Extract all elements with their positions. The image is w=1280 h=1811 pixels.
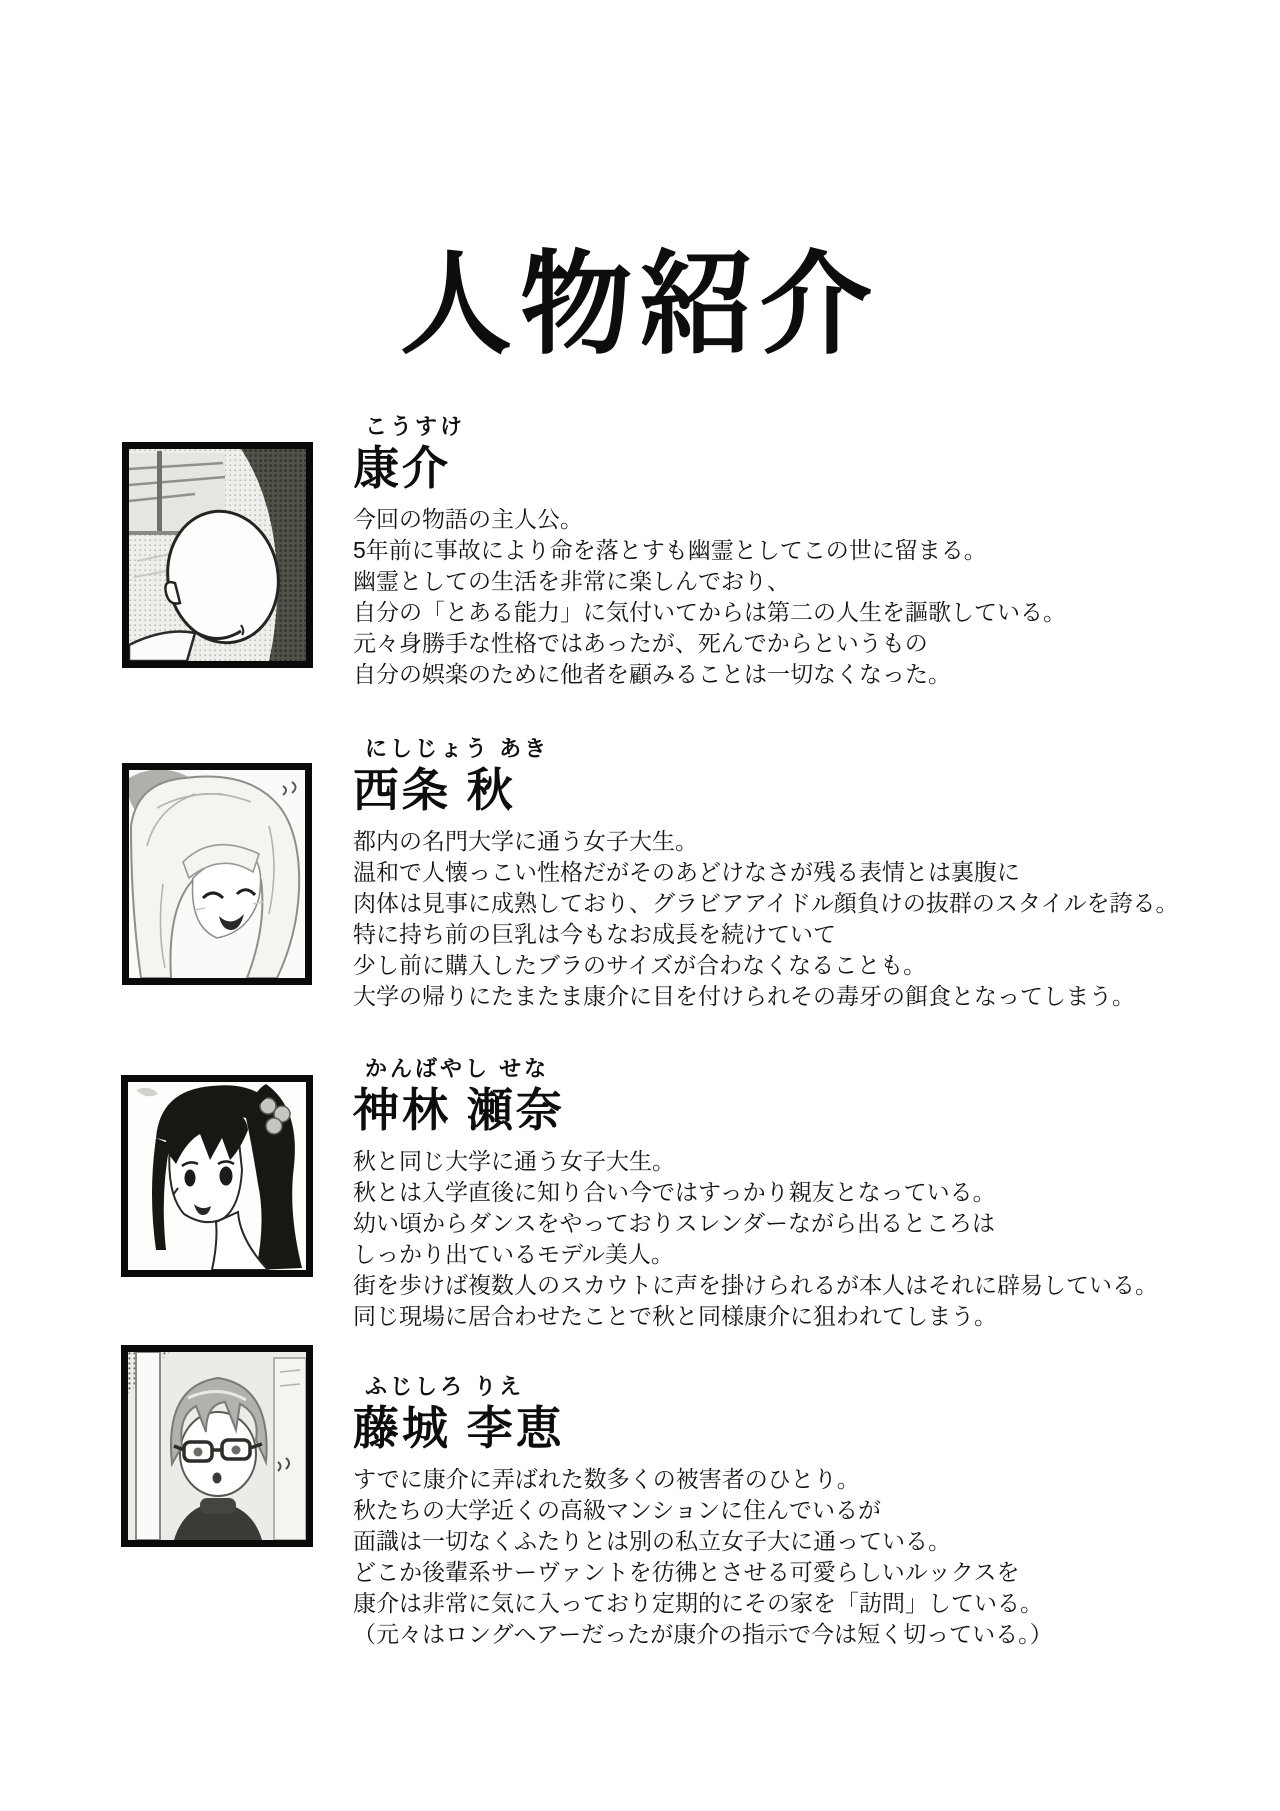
description-line: 康介は非常に気に入っており定期的にその家を「訪問」している。 bbox=[353, 1589, 1043, 1616]
character-furigana: ふじしろ りえ bbox=[365, 1374, 525, 1399]
description-line: 今回の物語の主人公。 bbox=[353, 505, 583, 532]
character-info-sena bbox=[353, 1052, 1233, 1332]
page-title: 人物紹介 bbox=[400, 242, 880, 368]
description-line: 街を歩けば複数人のスカウトに声を掛けられるが本人はそれに辟易している。 bbox=[353, 1271, 1158, 1298]
description-line: 自分の「とある能力」に気付いてからは第二の人生を謳歌している。 bbox=[353, 598, 1066, 625]
description-line: 元々身勝手な性格ではあったが、死んでからというもの bbox=[353, 629, 928, 656]
character-furigana: かんばやし せな bbox=[365, 1056, 550, 1081]
character-info-aki bbox=[353, 732, 1233, 1012]
ponytail-girl-illustration bbox=[128, 1082, 306, 1270]
description-line: 5年前に事故により命を落とすも幽霊としてこの世に留まる。 bbox=[353, 536, 987, 563]
description-line: 都内の名門大学に通う女子大生。 bbox=[353, 827, 698, 854]
character-name: 藤城 李恵 bbox=[353, 1402, 565, 1454]
character-info-rie bbox=[353, 1370, 1233, 1650]
character-description bbox=[353, 1146, 1233, 1332]
description-line: 自分の娯楽のために他者を顧みることは一切なくなった。 bbox=[353, 660, 951, 687]
character-name: 西条 秋 bbox=[353, 764, 516, 816]
portrait-aki bbox=[122, 763, 312, 985]
description-line: 肉体は見事に成熟しており、グラビアアイドル顔負けの抜群のスタイルを誇る。 bbox=[353, 889, 1179, 916]
long-haired-smiling-girl-illustration bbox=[129, 770, 305, 978]
character-furigana: こうすけ bbox=[365, 414, 466, 439]
description-line: 少し前に購入したブラのサイズが合わなくなることも。 bbox=[353, 951, 927, 978]
description-line: 幼い頃からダンスをやっておりスレンダーながら出るところは bbox=[353, 1209, 996, 1236]
description-line: すでに康介に弄ばれた数多くの被害者のひとり。 bbox=[353, 1465, 860, 1492]
description-line: 温和で人懐っこい性格だがそのあどけなさが残る表情とは裏腹に bbox=[353, 858, 1020, 885]
description-line: 大学の帰りにたまたま康介に目を付けられその毒牙の餌食となってしまう。 bbox=[353, 982, 1135, 1009]
description-line: どこか後輩系サーヴァントを彷彿とさせる可愛らしいルックスを bbox=[353, 1558, 1020, 1585]
portrait-rie bbox=[121, 1345, 313, 1547]
description-line: 秋たちの大学近くの高級マンションに住んでいるが bbox=[353, 1496, 881, 1523]
description-line: 面識は一切なくふたりとは別の私立女子大に通っている。 bbox=[353, 1527, 951, 1554]
description-line: 秋とは入学直後に知り合い今ではすっかり親友となっている。 bbox=[353, 1178, 996, 1205]
character-name: 康介 bbox=[353, 442, 451, 494]
character-description bbox=[353, 504, 1233, 690]
character-description bbox=[353, 826, 1233, 1012]
description-line: 特に持ち前の巨乳は今もなお成長を続けていて bbox=[353, 920, 836, 947]
description-line: 幽霊としての生活を非常に楽しんでおり、 bbox=[353, 567, 790, 594]
portrait-kousuke bbox=[122, 442, 313, 668]
description-line: （元々はロングヘアーだったが康介の指示で今は短く切っている。） bbox=[353, 1620, 1053, 1647]
portrait-sena bbox=[121, 1075, 313, 1277]
description-line: 秋と同じ大学に通う女子大生。 bbox=[353, 1147, 675, 1174]
character-description bbox=[353, 1464, 1233, 1650]
short-haired-glasses-girl-illustration bbox=[128, 1352, 306, 1540]
character-furigana: にしじょう あき bbox=[365, 736, 550, 761]
character-name: 神林 瀬奈 bbox=[353, 1084, 565, 1136]
bald-ghost-man-illustration bbox=[129, 449, 306, 661]
description-line: 同じ現場に居合わせたことで秋と同様康介に狙われてしまう。 bbox=[353, 1302, 997, 1329]
description-line: しっかり出ているモデル美人。 bbox=[353, 1240, 674, 1267]
character-info-kousuke bbox=[353, 410, 1233, 690]
